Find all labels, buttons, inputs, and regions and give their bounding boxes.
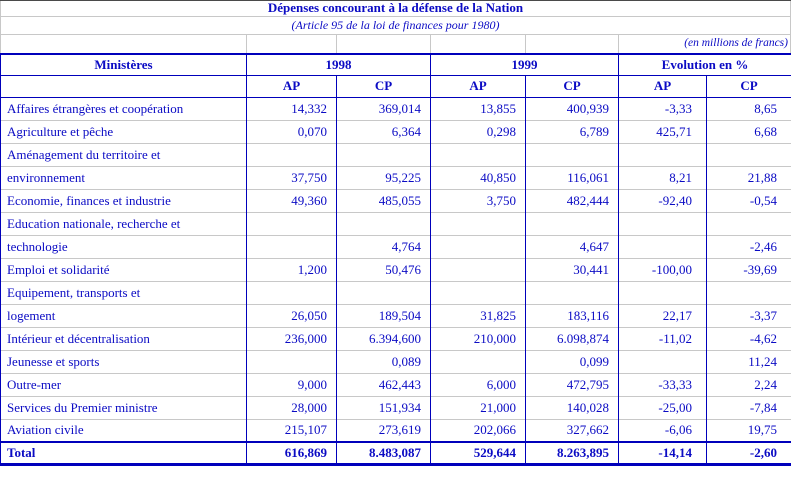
note-spacer-cell xyxy=(526,35,619,53)
value-cell xyxy=(431,143,526,166)
ministry-label: Outre-mer xyxy=(1,373,247,396)
total-value-cell: 8.483,087 xyxy=(337,442,431,464)
value-cell: 9,000 xyxy=(247,373,337,396)
value-cell: 49,360 xyxy=(247,189,337,212)
value-cell: 95,225 xyxy=(337,166,431,189)
value-cell: -3,33 xyxy=(619,97,707,120)
ministry-label: Equipement, transports et xyxy=(1,281,247,304)
value-cell xyxy=(247,350,337,373)
sub-header-row xyxy=(1,75,791,97)
value-cell: 6.098,874 xyxy=(526,327,619,350)
value-cell: -2,46 xyxy=(707,235,791,258)
value-cell: 482,444 xyxy=(526,189,619,212)
value-cell xyxy=(619,212,707,235)
table-row xyxy=(1,419,791,442)
sub-header-ap: AP xyxy=(247,75,337,97)
value-cell: -33,33 xyxy=(619,373,707,396)
value-cell: -3,37 xyxy=(707,304,791,327)
expenses-table xyxy=(0,53,791,466)
value-cell: 183,116 xyxy=(526,304,619,327)
value-cell xyxy=(526,281,619,304)
total-value-cell: -2,60 xyxy=(707,442,791,464)
sub-header-ap: AP xyxy=(431,75,526,97)
value-cell: -6,06 xyxy=(619,419,707,442)
value-cell: 425,71 xyxy=(619,120,707,143)
value-cell: 116,061 xyxy=(526,166,619,189)
ministry-label: environnement xyxy=(1,166,247,189)
value-cell: 26,050 xyxy=(247,304,337,327)
value-cell: -92,40 xyxy=(619,189,707,212)
value-cell: -25,00 xyxy=(619,396,707,419)
value-cell: 6,68 xyxy=(707,120,791,143)
sub-header-empty xyxy=(1,75,247,97)
value-cell xyxy=(247,212,337,235)
table-row xyxy=(1,143,791,166)
ministry-label: Services du Premier ministre xyxy=(1,396,247,419)
total-value-cell: 616,869 xyxy=(247,442,337,464)
value-cell: 22,17 xyxy=(619,304,707,327)
value-cell: 0,099 xyxy=(526,350,619,373)
value-cell: 472,795 xyxy=(526,373,619,396)
value-cell: 273,619 xyxy=(337,419,431,442)
value-cell xyxy=(526,212,619,235)
table-row xyxy=(1,166,791,189)
value-cell: 50,476 xyxy=(337,258,431,281)
value-cell: 3,750 xyxy=(431,189,526,212)
value-cell xyxy=(431,235,526,258)
value-cell: 14,332 xyxy=(247,97,337,120)
value-cell: 8,65 xyxy=(707,97,791,120)
value-cell: 37,750 xyxy=(247,166,337,189)
total-value-cell: -14,14 xyxy=(619,442,707,464)
ministry-label: Aménagement du territoire et xyxy=(1,143,247,166)
sub-header-cp: CP xyxy=(707,75,791,97)
table-body xyxy=(1,97,791,442)
value-cell: 28,000 xyxy=(247,396,337,419)
table-row xyxy=(1,373,791,396)
unit-note: (en millions de francs) xyxy=(684,37,788,49)
value-cell: 400,939 xyxy=(526,97,619,120)
value-cell xyxy=(707,143,791,166)
table-row xyxy=(1,212,791,235)
table-row xyxy=(1,281,791,304)
value-cell: 189,504 xyxy=(337,304,431,327)
value-cell xyxy=(431,350,526,373)
value-cell: 215,107 xyxy=(247,419,337,442)
value-cell: 6,789 xyxy=(526,120,619,143)
value-cell xyxy=(619,143,707,166)
table-row xyxy=(1,327,791,350)
value-cell xyxy=(247,235,337,258)
value-cell xyxy=(337,143,431,166)
value-cell xyxy=(707,281,791,304)
col-header-1998: 1998 xyxy=(247,54,431,75)
value-cell: 1,200 xyxy=(247,258,337,281)
value-cell: 8,21 xyxy=(619,166,707,189)
value-cell: 140,028 xyxy=(526,396,619,419)
value-cell xyxy=(247,281,337,304)
value-cell: 0,298 xyxy=(431,120,526,143)
note-spacer-cell xyxy=(247,35,337,53)
value-cell: 40,850 xyxy=(431,166,526,189)
note-spacer-cell xyxy=(431,35,526,53)
table-caption-block xyxy=(0,1,791,53)
ministry-label: Affaires étrangères et coopération xyxy=(1,97,247,120)
table-row xyxy=(1,97,791,120)
value-cell: 2,24 xyxy=(707,373,791,396)
ministry-label: Agriculture et pêche xyxy=(1,120,247,143)
column-group-header-row xyxy=(1,54,791,75)
value-cell xyxy=(337,281,431,304)
table-row xyxy=(1,120,791,143)
total-value-cell: 529,644 xyxy=(431,442,526,464)
value-cell xyxy=(431,258,526,281)
ministry-label: Aviation civile xyxy=(1,419,247,442)
total-row xyxy=(1,442,791,464)
value-cell: 21,000 xyxy=(431,396,526,419)
value-cell xyxy=(526,143,619,166)
total-label: Total xyxy=(1,442,247,464)
value-cell: 4,647 xyxy=(526,235,619,258)
table-row xyxy=(1,396,791,419)
value-cell: 210,000 xyxy=(431,327,526,350)
value-cell: 13,855 xyxy=(431,97,526,120)
value-cell: -0,54 xyxy=(707,189,791,212)
ministry-label: Intérieur et décentralisation xyxy=(1,327,247,350)
value-cell xyxy=(337,212,431,235)
col-header-ministeres: Ministères xyxy=(1,54,247,75)
value-cell: -11,02 xyxy=(619,327,707,350)
value-cell: 236,000 xyxy=(247,327,337,350)
ministry-label: logement xyxy=(1,304,247,327)
value-cell: 11,24 xyxy=(707,350,791,373)
ministry-label: technologie xyxy=(1,235,247,258)
col-header-1999: 1999 xyxy=(431,54,619,75)
table-title: Dépenses concourant à la défense de la Nation xyxy=(1,1,790,17)
value-cell: 30,441 xyxy=(526,258,619,281)
value-cell: -7,84 xyxy=(707,396,791,419)
col-header-evolution: Evolution en % xyxy=(619,54,791,75)
value-cell: -39,69 xyxy=(707,258,791,281)
table-row xyxy=(1,258,791,281)
value-cell xyxy=(619,235,707,258)
value-cell xyxy=(431,281,526,304)
value-cell: 4,764 xyxy=(337,235,431,258)
sub-header-cp: CP xyxy=(337,75,431,97)
value-cell: 21,88 xyxy=(707,166,791,189)
value-cell: 6,000 xyxy=(431,373,526,396)
table-row xyxy=(1,235,791,258)
ministry-label: Education nationale, recherche et xyxy=(1,212,247,235)
value-cell: 485,055 xyxy=(337,189,431,212)
table-row xyxy=(1,189,791,212)
ministry-label: Emploi et solidarité xyxy=(1,258,247,281)
unit-note-row xyxy=(1,35,790,53)
value-cell: 202,066 xyxy=(431,419,526,442)
value-cell xyxy=(431,212,526,235)
value-cell: 0,089 xyxy=(337,350,431,373)
value-cell xyxy=(247,143,337,166)
value-cell: 369,014 xyxy=(337,97,431,120)
value-cell: 327,662 xyxy=(526,419,619,442)
note-spacer-cell xyxy=(337,35,431,53)
sub-header-cp: CP xyxy=(526,75,619,97)
sub-header-ap: AP xyxy=(619,75,707,97)
note-spacer-cell xyxy=(1,35,247,53)
value-cell: -4,62 xyxy=(707,327,791,350)
value-cell: -100,00 xyxy=(619,258,707,281)
value-cell: 151,934 xyxy=(337,396,431,419)
value-cell: 19,75 xyxy=(707,419,791,442)
value-cell: 6,364 xyxy=(337,120,431,143)
value-cell xyxy=(707,212,791,235)
table-row xyxy=(1,304,791,327)
value-cell xyxy=(619,281,707,304)
table-subtitle: (Article 95 de la loi de finances pour 1980) xyxy=(1,17,790,35)
value-cell: 6.394,600 xyxy=(337,327,431,350)
value-cell: 0,070 xyxy=(247,120,337,143)
ministry-label: Economie, finances et industrie xyxy=(1,189,247,212)
value-cell xyxy=(619,350,707,373)
value-cell: 31,825 xyxy=(431,304,526,327)
total-value-cell: 8.263,895 xyxy=(526,442,619,464)
value-cell: 462,443 xyxy=(337,373,431,396)
ministry-label: Jeunesse et sports xyxy=(1,350,247,373)
table-row xyxy=(1,350,791,373)
